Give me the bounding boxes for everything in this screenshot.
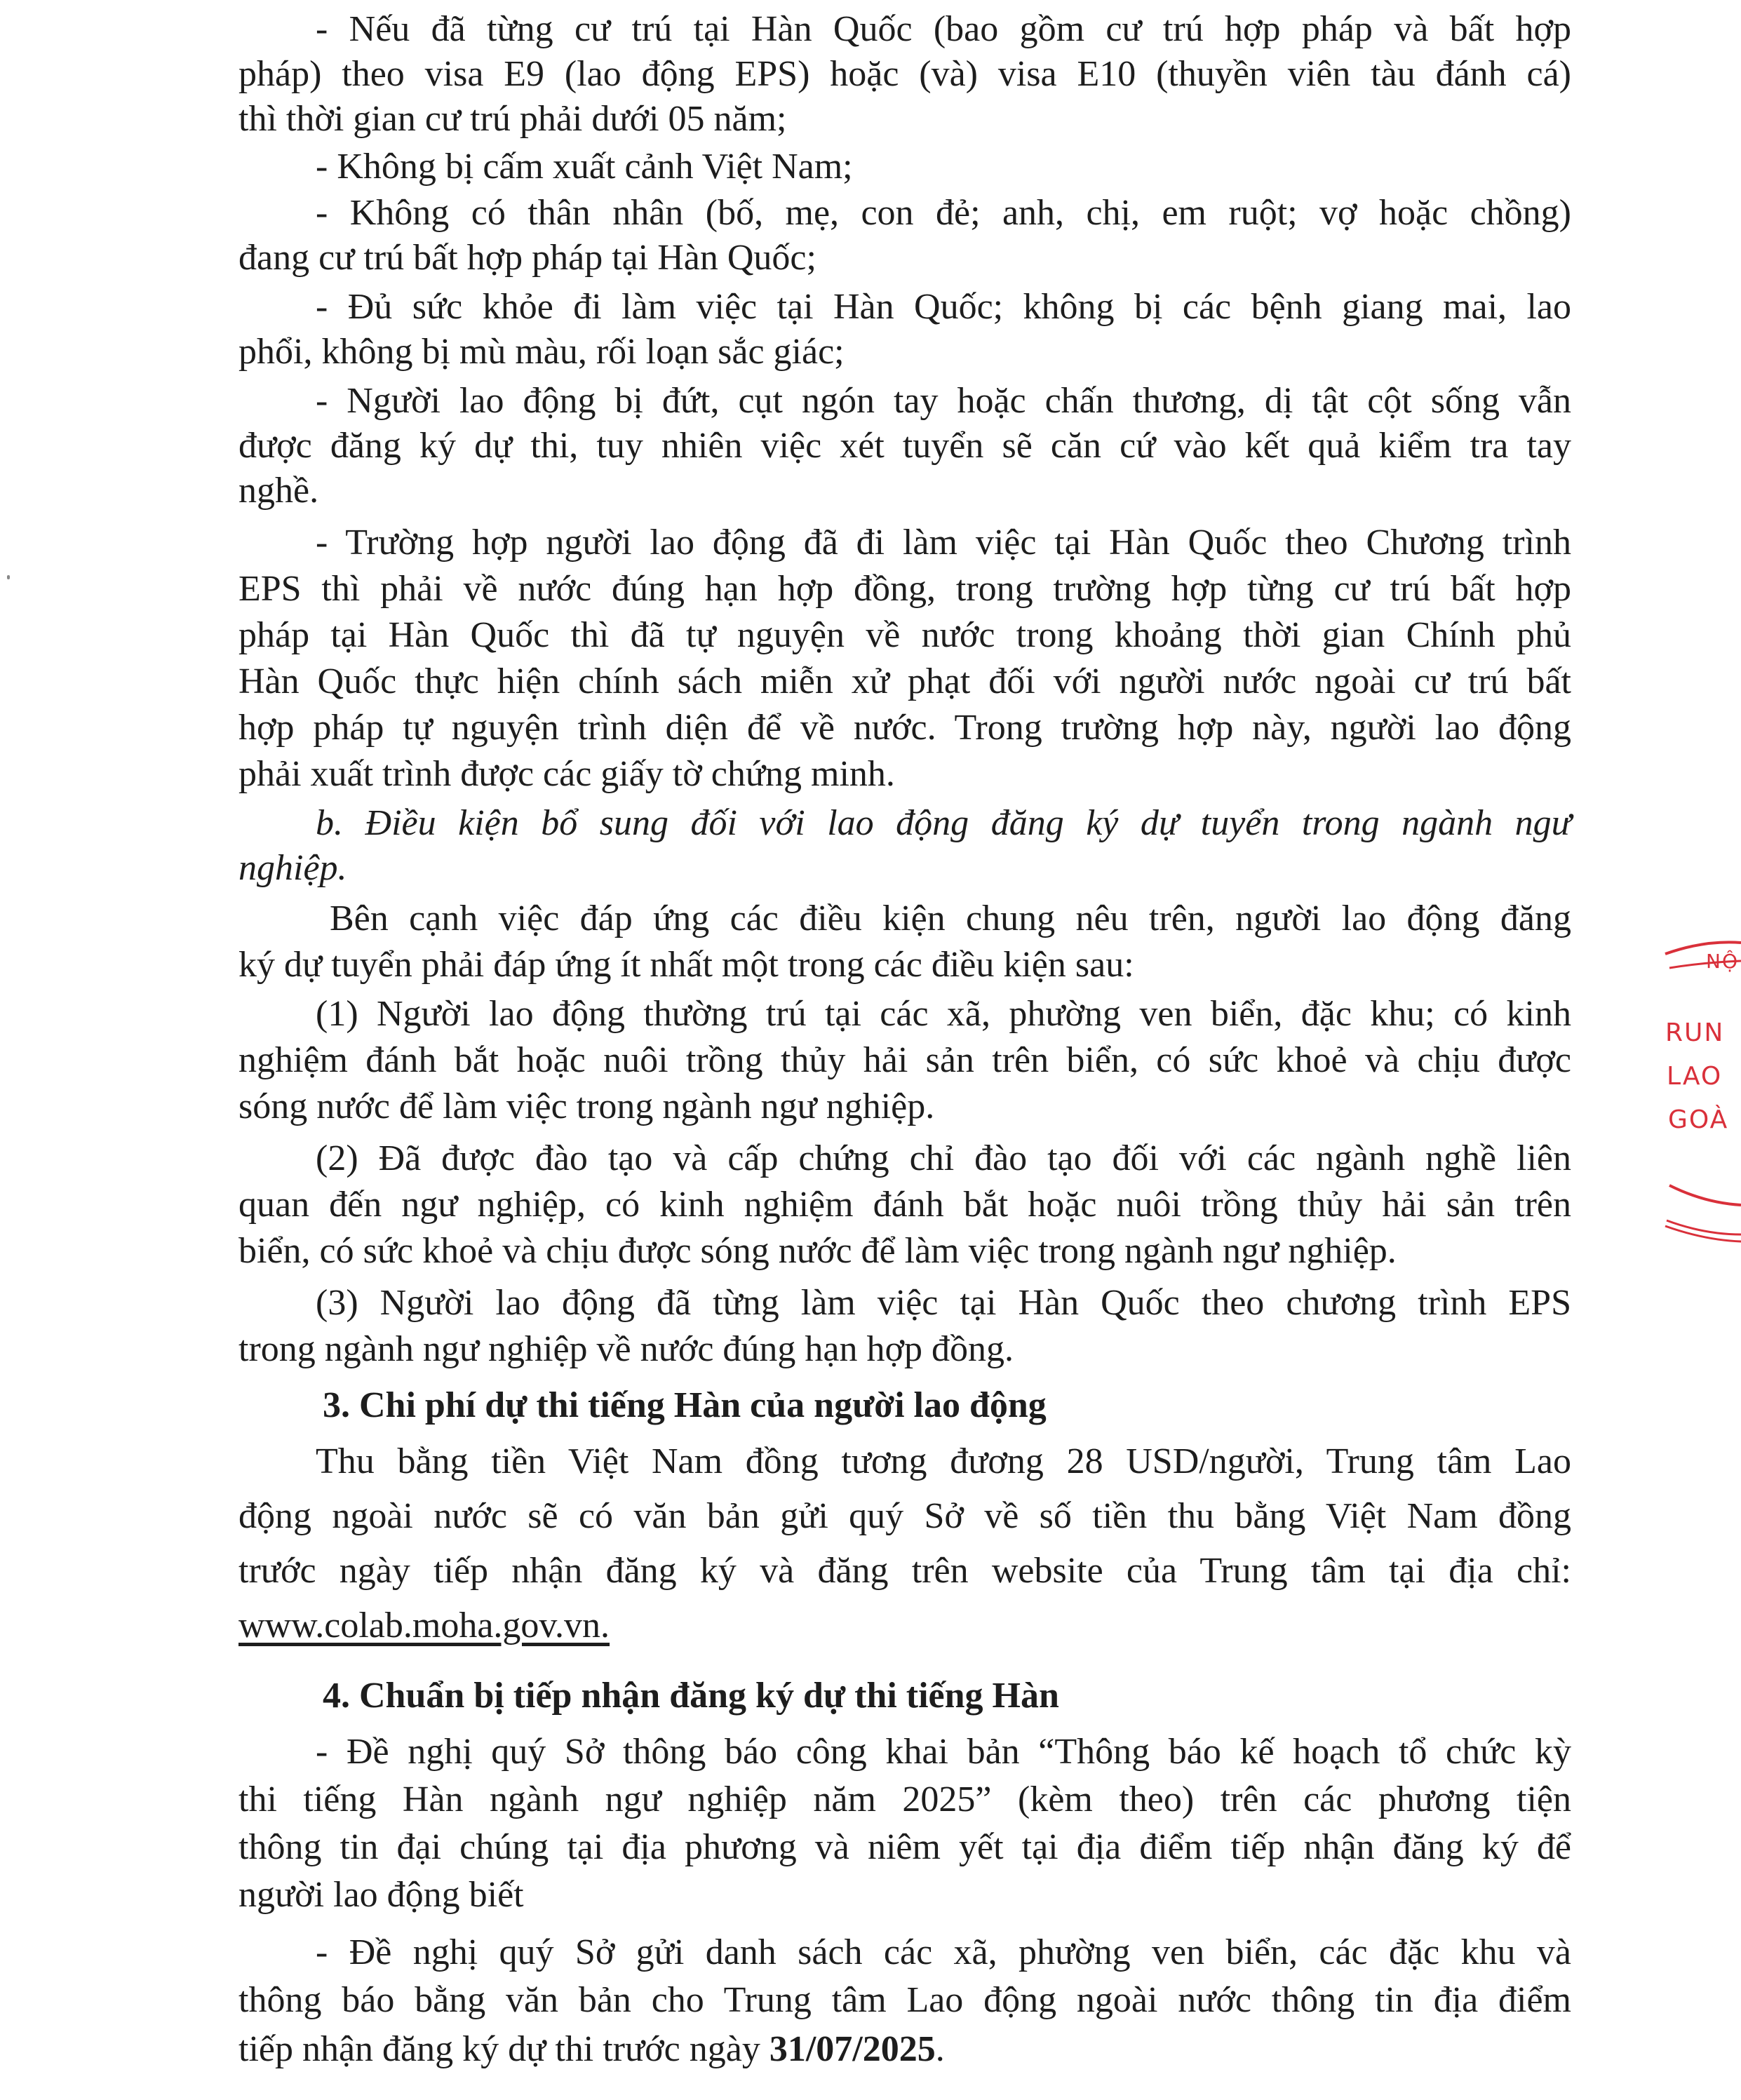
website-link[interactable] bbox=[238, 1603, 1571, 1648]
text-line bbox=[238, 2027, 1571, 2072]
text-line: thi tiếng Hàn ngành ngư nghiệp năm 2025” (kèm theo) trên các phương tiện bbox=[238, 1779, 1571, 1819]
text-line: phổi, không bị mù màu, rối loạn sắc giác; bbox=[238, 332, 845, 372]
stamp-text: RUN bbox=[1665, 1018, 1725, 1047]
text-line: (2) Đã được đào tạo và cấp chứng chỉ đào tạo đối với các ngành nghề liên bbox=[316, 1138, 1571, 1178]
text-line: EPS thì phải về nước đúng hạn hợp đồng, trong trường hợp từng cư trú bất hợp bbox=[238, 569, 1571, 609]
text-line: (1) Người lao động thường trú tại các xã, phường ven biển, đặc khu; có kinh bbox=[316, 994, 1571, 1034]
text-line: nghề. bbox=[238, 471, 319, 511]
section-heading: 3. Chi phí dự thi tiếng Hàn của người lao động bbox=[323, 1385, 1047, 1425]
text-line: - Đề nghị quý Sở gửi danh sách các xã, phường ven biển, các đặc khu và bbox=[316, 1932, 1571, 1972]
section-heading: 4. Chuẩn bị tiếp nhận đăng ký dự thi tiếng Hàn bbox=[323, 1676, 1059, 1716]
text-line: Thu bằng tiền Việt Nam đồng tương đương 28 USD/người, Trung tâm Lao bbox=[316, 1441, 1571, 1481]
text-line: pháp) theo visa E9 (lao động EPS) hoặc (và) visa E10 (thuyền viên tàu đánh cá) bbox=[238, 54, 1571, 94]
text-line: Bên cạnh việc đáp ứng các điều kiện chung nêu trên, người lao động đăng bbox=[330, 898, 1571, 938]
text-line: sóng nước để làm việc trong ngành ngư nghiệp. bbox=[238, 1086, 935, 1126]
website-link-text[interactable]: www.colab.moha.gov.vn. bbox=[238, 1606, 610, 1645]
text-line: hợp pháp tự nguyện trình diện để về nước. Trong trường hợp này, người lao động bbox=[238, 708, 1571, 748]
section-subtitle: nghiệp. bbox=[238, 848, 347, 888]
red-stamp-fragment bbox=[1662, 926, 1741, 1256]
text-line: nghiệm đánh bắt hoặc nuôi trồng thủy hải sản trên biển, có sức khoẻ và chịu được bbox=[238, 1040, 1571, 1080]
text-line: người lao động biết bbox=[238, 1875, 524, 1915]
text-line: đang cư trú bất hợp pháp tại Hàn Quốc; bbox=[238, 238, 816, 278]
stamp-text: LAO bbox=[1667, 1062, 1723, 1091]
text-line: - Đề nghị quý Sở thông báo công khai bản “Thông báo kế hoạch tổ chức kỳ bbox=[316, 1732, 1571, 1772]
text-line: Hàn Quốc thực hiện chính sách miễn xử phạt đối với người nước ngoài cư trú bất bbox=[238, 661, 1571, 701]
text-line: biển, có sức khoẻ và chịu được sóng nước để làm việc trong ngành ngư nghiệp. bbox=[238, 1231, 1397, 1271]
text-line: trong ngành ngư nghiệp về nước đúng hạn hợp đồng. bbox=[238, 1329, 1014, 1369]
text-line: quan đến ngư nghiệp, có kinh nghiệm đánh bắt hoặc nuôi trồng thủy hải sản trên bbox=[238, 1185, 1571, 1225]
deadline-date: 31/07/2025 bbox=[769, 2029, 936, 2069]
text-line: (3) Người lao động đã từng làm việc tại Hàn Quốc theo chương trình EPS bbox=[316, 1283, 1571, 1323]
deadline-period: . bbox=[935, 2029, 945, 2069]
text-line: trước ngày tiếp nhận đăng ký và đăng trên website của Trung tâm tại địa chỉ: bbox=[238, 1551, 1571, 1591]
text-line: - Người lao động bị đứt, cụt ngón tay hoặc chấn thương, dị tật cột sống vẫn bbox=[316, 381, 1571, 421]
stamp-border-icon bbox=[1662, 926, 1741, 1256]
text-line: - Không bị cấm xuất cảnh Việt Nam; bbox=[316, 147, 853, 187]
text-line: pháp tại Hàn Quốc thì đã tự nguyện về nước trong khoảng thời gian Chính phủ bbox=[238, 615, 1571, 655]
scan-speck bbox=[7, 575, 10, 579]
text-line: thì thời gian cư trú phải dưới 05 năm; bbox=[238, 99, 787, 139]
text-line: - Trường hợp người lao động đã đi làm việc tại Hàn Quốc theo Chương trình bbox=[316, 523, 1571, 563]
section-subtitle: b. Điều kiện bổ sung đối với lao động đăng ký dự tuyển trong ngành ngư bbox=[316, 803, 1571, 843]
text-line: - Nếu đã từng cư trú tại Hàn Quốc (bao gồm cư trú hợp pháp và bất hợp bbox=[316, 9, 1571, 49]
text-line: - Đủ sức khỏe đi làm việc tại Hàn Quốc; không bị các bệnh giang mai, lao bbox=[316, 287, 1571, 327]
text-line: được đăng ký dự thi, tuy nhiên việc xét tuyển sẽ căn cứ vào kết quả kiểm tra tay bbox=[238, 426, 1571, 466]
text-line: động ngoài nước sẽ có văn bản gửi quý Sở về số tiền thu bằng Việt Nam đồng bbox=[238, 1496, 1571, 1536]
deadline-prefix: tiếp nhận đăng ký dự thi trước ngày bbox=[238, 2029, 760, 2069]
text-line: phải xuất trình được các giấy tờ chứng minh. bbox=[238, 754, 895, 794]
stamp-text: GOÀ bbox=[1668, 1105, 1729, 1134]
text-line: - Không có thân nhân (bố, mẹ, con đẻ; anh, chị, em ruột; vợ hoặc chồng) bbox=[316, 193, 1571, 233]
text-line: thông tin đại chúng tại địa phương và niêm yết tại địa điểm tiếp nhận đăng ký để bbox=[238, 1827, 1571, 1867]
stamp-text: NỘ bbox=[1706, 950, 1739, 973]
text-line: thông báo bằng văn bản cho Trung tâm Lao động ngoài nước thông tin địa điểm bbox=[238, 1980, 1571, 2020]
text-line: ký dự tuyển phải đáp ứng ít nhất một trong các điều kiện sau: bbox=[238, 945, 1134, 985]
